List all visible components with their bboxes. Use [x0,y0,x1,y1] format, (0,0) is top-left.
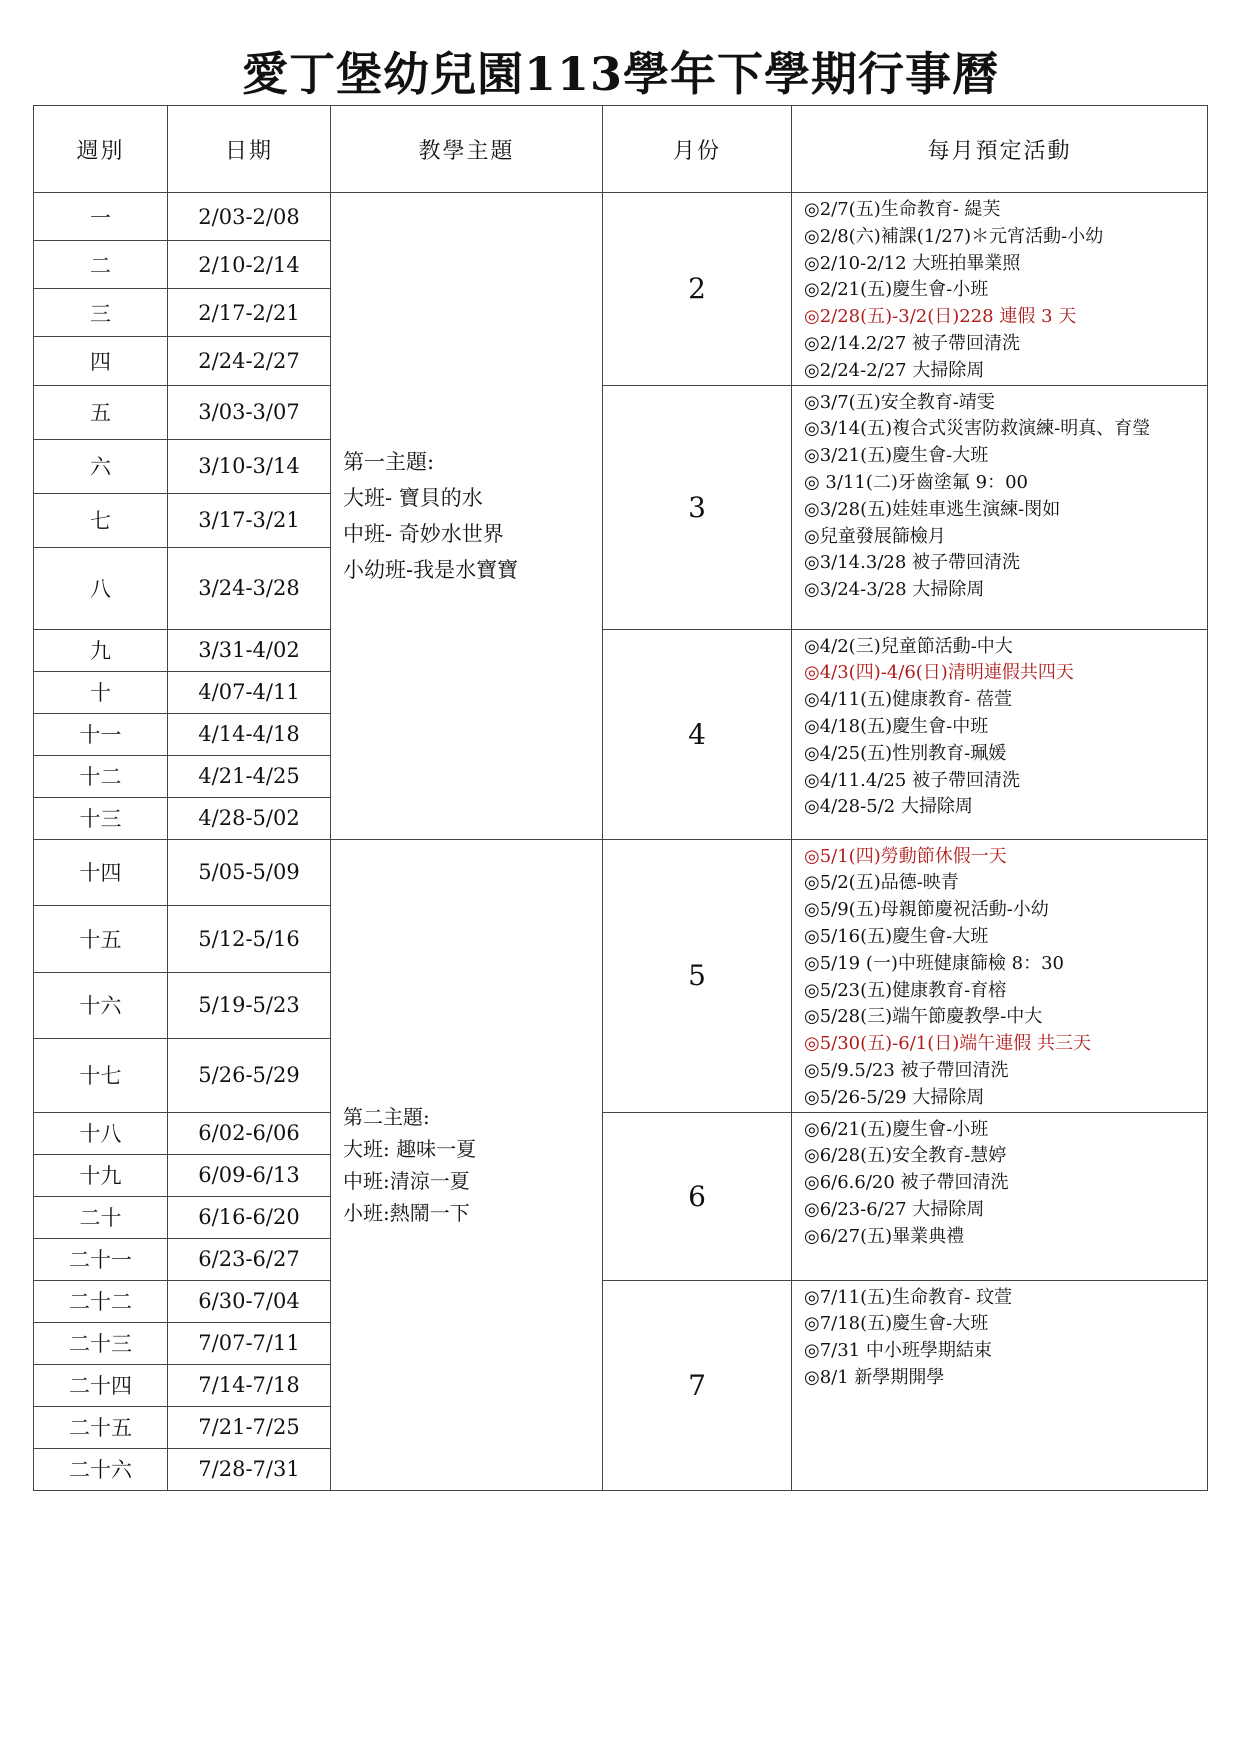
date-cell: 2/03-2/08 [168,193,331,241]
activity-item: ◎2/7(五)生命教育- 緹芙 [804,199,1001,220]
activity-item: ◎6/27(五)畢業典禮 [804,1225,965,1247]
theme-line: 大班- 寶貝的水 [343,485,483,510]
week-cell: 八 [34,547,168,629]
date-cell: 7/28-7/31 [168,1448,331,1490]
table-row [34,839,1208,905]
date-cell: 2/10-2/14 [168,241,331,289]
activity-item: ◎6/21(五)慶生會-小班 [804,1118,989,1140]
date-cell: 7/07-7/11 [168,1322,331,1364]
activity-item: ◎3/14(五)複合式災害防救演練-明真、育瑩 [804,418,1151,440]
activity-item: ◎6/23-6/27 大掃除周 [804,1198,985,1220]
activity-item: ◎5/1(四)勞動節休假一天 [804,845,1007,867]
date-cell: 3/10-3/14 [168,439,331,493]
activity-item: ◎2/28(五)-3/2(日)228 連假 3 天 [804,306,1077,328]
week-cell: 十八 [34,1112,168,1154]
date-cell: 3/03-3/07 [168,385,331,439]
date-cell: 5/12-5/16 [168,906,331,972]
week-cell: 三 [34,289,168,337]
activity-item: ◎2/21(五)慶生會-小班 [804,279,989,301]
date-cell: 7/21-7/25 [168,1406,331,1448]
activity-item: ◎7/11(五)生命教育- 玟萱 [804,1286,1012,1308]
activity-item: ◎4/25(五)性別教育-珮媛 [804,742,1007,764]
date-cell: 4/07-4/11 [168,671,331,713]
page-title: 愛丁堡幼兒園113學年下學期行事曆 [241,47,1000,101]
activity-item: ◎4/28-5/2 大掃除周 [804,796,973,818]
activity-item: ◎5/16(五)慶生會-大班 [804,925,989,947]
activity-item: ◎5/19 (一)中班健康篩檢 8：30 [804,952,1064,974]
activity-item: ◎7/31 中小班學期結束 [804,1340,992,1362]
activity-item: ◎5/23(五)健康教育-育榕 [804,979,1007,1001]
month-cell: 6 [603,1112,792,1280]
week-cell: 二十 [34,1196,168,1238]
activity-item: ◎2/24-2/27 大掃除周 [804,359,985,381]
week-cell: 九 [34,629,168,671]
week-cell: 二十三 [34,1322,168,1364]
activities-cell [792,193,1208,386]
date-cell: 5/19-5/23 [168,972,331,1038]
activity-item: ◎5/2(五)品德-映青 [804,872,959,894]
activity-item: ◎6/6.6/20 被子帶回清洗 [804,1172,1009,1194]
activity-item: ◎3/24-3/28 大掃除周 [804,579,985,601]
date-cell: 6/16-6/20 [168,1196,331,1238]
table-row [34,385,1208,439]
week-cell: 二十六 [34,1448,168,1490]
header-date: 日期 [168,106,331,193]
month-cell: 7 [603,1280,792,1490]
calendar-table [33,105,1208,1491]
activity-item: ◎4/3(四)-4/6(日)清明連假共四天 [804,662,1074,684]
date-cell: 6/30-7/04 [168,1280,331,1322]
activity-item: ◎2/14.2/27 被子帶回清洗 [804,332,1020,354]
date-cell: 4/21-4/25 [168,755,331,797]
week-cell: 十 [34,671,168,713]
activity-item: ◎6/28(五)安全教育-慧婷 [804,1145,1007,1167]
date-cell: 5/05-5/09 [168,839,331,905]
week-cell: 十九 [34,1154,168,1196]
activity-item: ◎5/30(五)-6/1(日)端午連假 共三天 [804,1033,1091,1055]
activity-item: ◎5/9.5/23 被子帶回清洗 [804,1059,1009,1081]
theme-line: 中班- 奇妙水世界 [343,521,504,546]
activities-cell [792,839,1208,1112]
date-cell: 4/14-4/18 [168,713,331,755]
week-cell: 十七 [34,1038,168,1112]
activity-item: ◎4/11(五)健康教育- 蓓萱 [804,689,1012,711]
table-row [34,1280,1208,1322]
week-cell: 十一 [34,713,168,755]
week-cell: 四 [34,337,168,385]
calendar-body [34,193,1208,1491]
activity-item: ◎兒童發展篩檢月 [804,525,946,547]
date-cell: 4/28-5/02 [168,797,331,839]
theme-line: 大班: 趣味一夏 [343,1136,477,1161]
date-cell: 6/23-6/27 [168,1238,331,1280]
week-cell: 二十二 [34,1280,168,1322]
activities-cell [792,1280,1208,1490]
activity-item: ◎4/2(三)兒童節活動-中大 [804,635,1013,657]
theme-line: 第一主題: [343,449,435,474]
activities-cell [792,385,1208,629]
month-cell: 4 [603,629,792,839]
week-cell: 十三 [34,797,168,839]
activity-item: ◎4/11.4/25 被子帶回清洗 [804,769,1020,791]
week-cell: 二十一 [34,1238,168,1280]
activity-item: ◎3/28(五)娃娃車逃生演練-閔如 [804,498,1061,520]
activity-item: ◎2/10-2/12 大班拍畢業照 [804,252,1021,274]
week-cell: 二十五 [34,1406,168,1448]
week-cell: 二 [34,241,168,289]
header-activities: 每月預定活動 [792,106,1208,193]
activity-item: ◎4/18(五)慶生會-中班 [804,715,989,737]
activities-cell [792,629,1208,839]
activities-cell [792,1112,1208,1280]
table-row [34,629,1208,671]
week-cell: 五 [34,385,168,439]
date-cell: 6/02-6/06 [168,1112,331,1154]
header-week: 週別 [34,106,168,193]
date-cell: 2/24-2/27 [168,337,331,385]
activity-item: ◎3/14.3/28 被子帶回清洗 [804,552,1020,574]
activity-item: ◎5/28(三)端午節慶教學-中大 [804,1006,1043,1028]
activity-item: ◎5/26-5/29 大掃除周 [804,1086,985,1108]
week-cell: 六 [34,439,168,493]
theme-cell [331,839,603,1490]
date-cell: 7/14-7/18 [168,1364,331,1406]
activity-item: ◎2/8(六)補課(1/27)＊元宵活動-小幼 [804,225,1104,247]
theme-line: 中班:清涼一夏 [343,1168,470,1193]
activity-item: ◎3/21(五)慶生會-大班 [804,445,989,467]
table-row [34,193,1208,241]
month-cell: 5 [603,839,792,1112]
date-cell: 5/26-5/29 [168,1038,331,1112]
header-month: 月份 [603,106,792,193]
week-cell: 一 [34,193,168,241]
theme-line: 第二主題: [343,1104,430,1129]
date-cell: 6/09-6/13 [168,1154,331,1196]
week-cell: 十六 [34,972,168,1038]
date-cell: 3/24-3/28 [168,547,331,629]
theme-line: 小幼班-我是水寶寶 [343,557,519,582]
activity-item: ◎3/7(五)安全教育-靖雯 [804,391,995,413]
header-theme: 教學主題 [331,106,603,193]
date-cell: 3/17-3/21 [168,493,331,547]
activity-item: ◎5/9(五)母親節慶祝活動-小幼 [804,899,1049,921]
theme-line: 小班:熱鬧一下 [343,1200,470,1225]
week-cell: 十四 [34,839,168,905]
month-cell: 3 [603,385,792,629]
activity-item: ◎7/18(五)慶生會-大班 [804,1313,989,1335]
month-cell: 2 [603,193,792,386]
header-row [34,106,1208,193]
week-cell: 二十四 [34,1364,168,1406]
date-cell: 2/17-2/21 [168,289,331,337]
week-cell: 十五 [34,906,168,972]
date-cell: 3/31-4/02 [168,629,331,671]
theme-cell [331,193,603,840]
week-cell: 七 [34,493,168,547]
activity-item: ◎8/1 新學期開學 [804,1366,945,1388]
activity-item: ◎ 3/11(二)牙齒塗氟 9：00 [804,471,1028,493]
table-row [34,1112,1208,1154]
week-cell: 十二 [34,755,168,797]
